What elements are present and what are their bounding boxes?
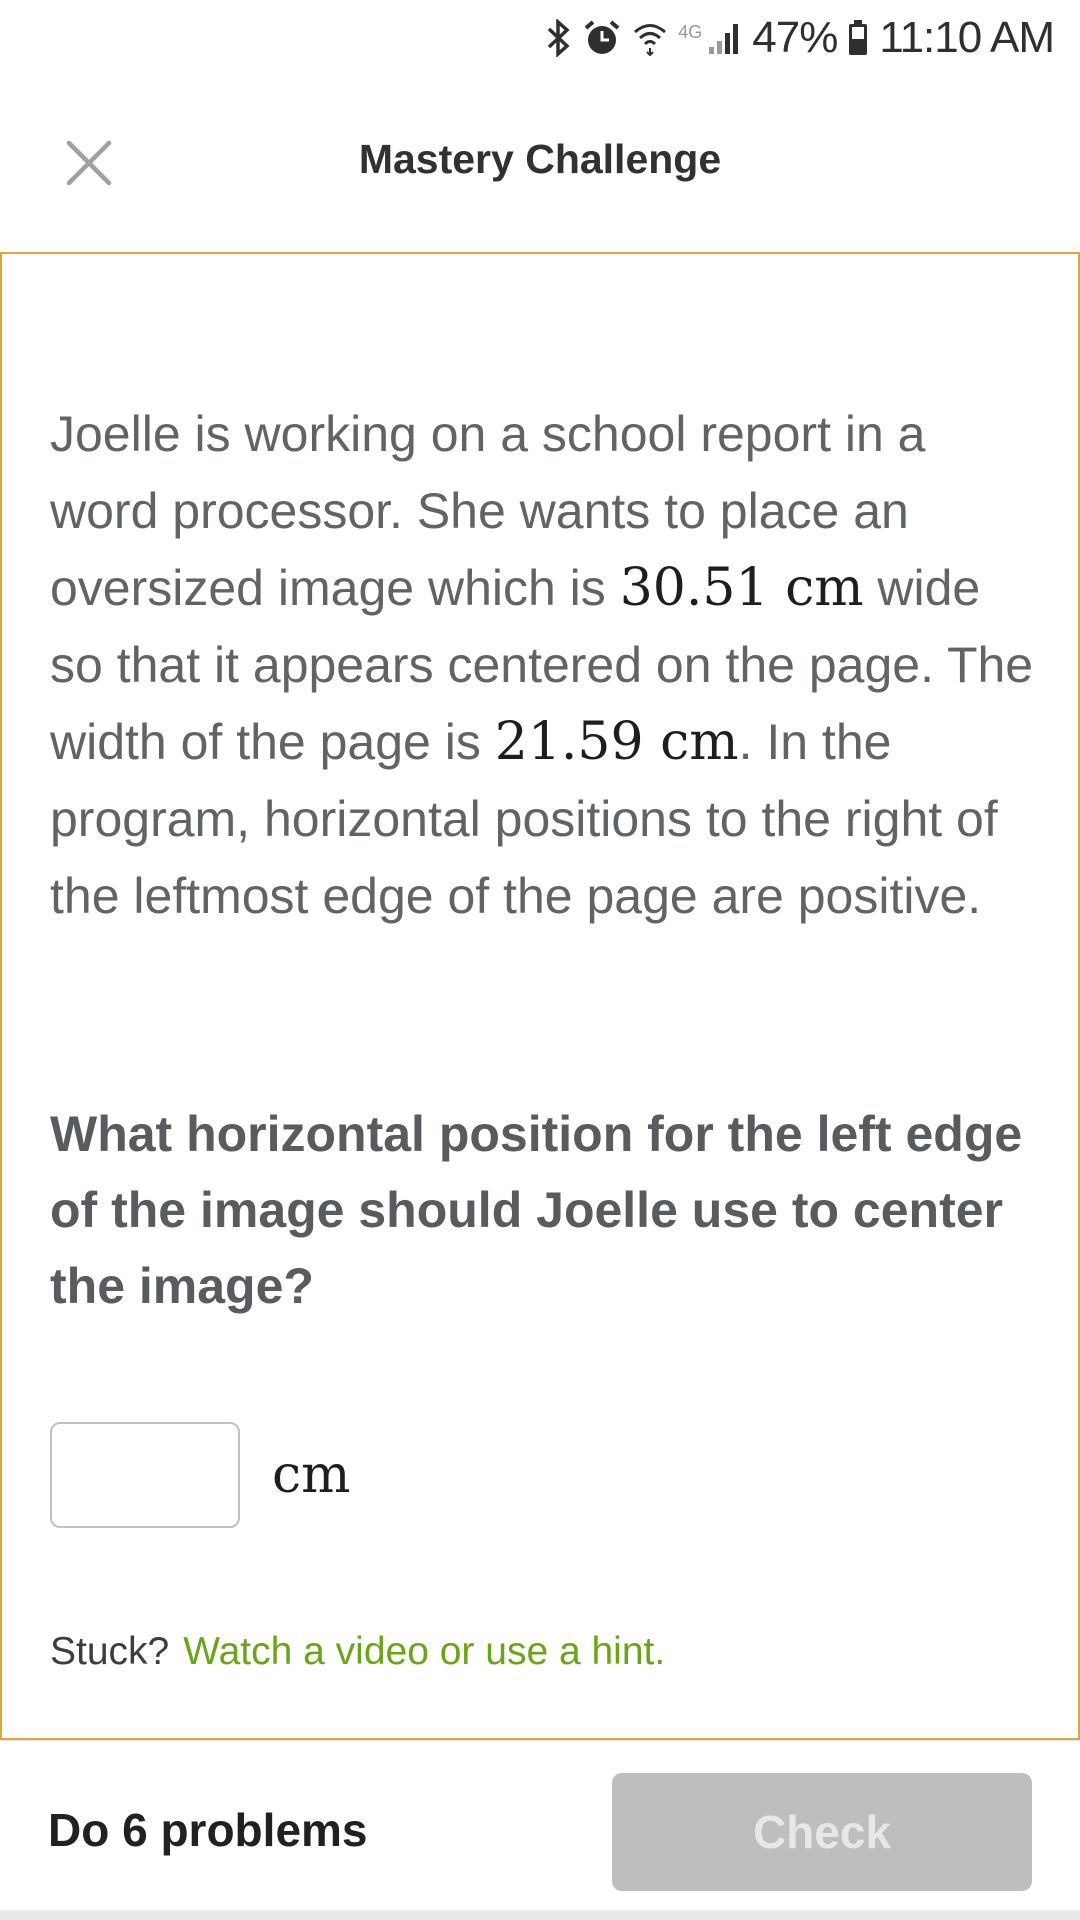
problem-text [50,396,1040,935]
clock: 11:10 AM [879,13,1054,62]
image-width-value: 30.51 cm [619,558,864,618]
network-type: 4G [678,22,703,42]
status-bar [0,0,1080,76]
page-width-value: 21.59 cm [494,712,739,772]
check-button[interactable]: Check [612,1773,1032,1891]
question-text: What horizontal position for the left edge of the image should Joelle use to center the image? [50,1106,1023,1314]
problem-text-part-3: . In the program, horizontal positions to the right of the leftmost edge of the page are positive. [50,714,998,924]
bottom-divider [0,1910,1080,1920]
alarm-icon [582,18,622,58]
signal-icon [708,21,742,55]
footer [0,1740,1080,1911]
battery-percent: 47% [752,13,838,62]
header [0,76,1080,252]
wifi-icon [632,20,668,56]
battery-icon [847,19,869,57]
hint-link[interactable]: Watch a video or use a hint. [183,1630,666,1673]
answer-input[interactable] [50,1422,240,1528]
problem-text-part-2: wide so that it appears centered on the page. The width of the page is [50,560,1034,770]
stuck-label: Stuck? [50,1630,170,1673]
answer-unit: cm [272,1445,351,1505]
question-card [0,252,1080,1740]
answer-row [50,1422,350,1528]
problem-count: Do 6 problems [48,1804,368,1856]
page-title: Mastery Challenge [358,136,722,182]
problem-text-part-1: Joelle is working on a school report in a word processor. She wants to place an oversized image which is [50,406,926,616]
bluetooth-icon [546,19,572,57]
help-row [50,1630,665,1674]
